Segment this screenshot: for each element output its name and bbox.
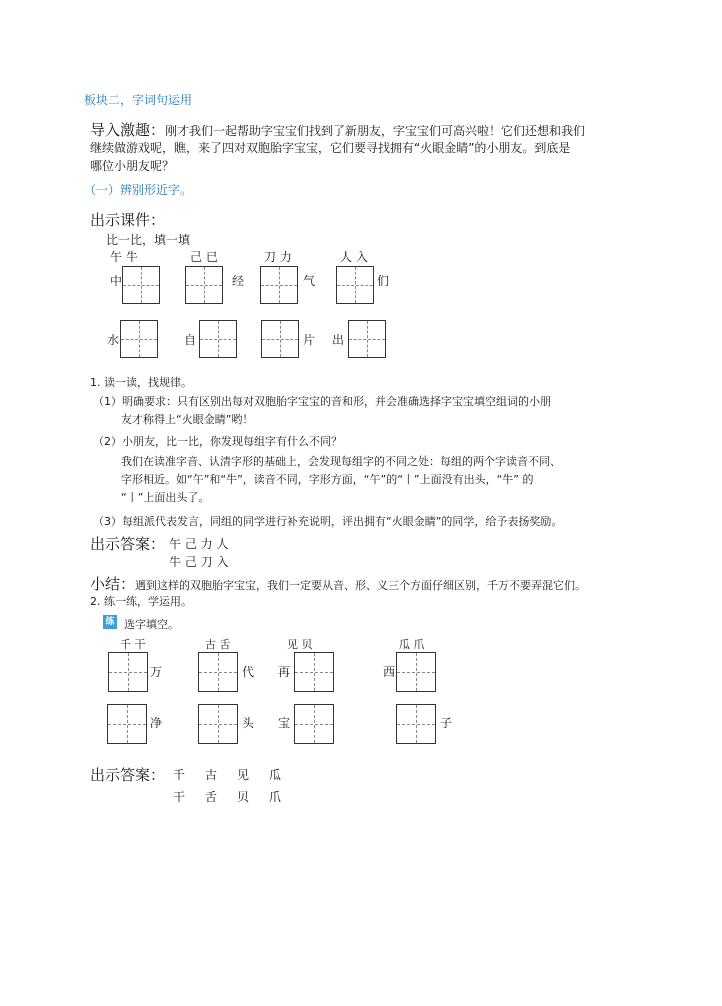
grid1-char: 气 bbox=[303, 274, 316, 288]
item2-line4: “丨”上面出头了。 bbox=[121, 491, 210, 504]
writing-box[interactable] bbox=[260, 266, 298, 304]
step1: 1. 读一读，找规律。 bbox=[90, 376, 192, 389]
item1-line2: 友才称得上“火眼金睛”哟！ bbox=[121, 413, 254, 426]
answer1-label: 出示答案： bbox=[90, 535, 166, 553]
part1-title: （一）辨别形近字。 bbox=[84, 183, 193, 197]
pair2-1: 千 干 bbox=[120, 638, 146, 651]
writing-box[interactable] bbox=[198, 652, 238, 692]
pair2-3: 见 贝 bbox=[287, 638, 313, 651]
summary bbox=[90, 573, 586, 594]
answer2-char: 舌 bbox=[205, 790, 218, 804]
item2-line3: 字形相近。如“午”和“牛”，读音不同，字形方面，“午”的“丨”上面没有出头，“牛” 的 bbox=[121, 473, 534, 486]
writing-box[interactable] bbox=[396, 704, 436, 744]
intro-label: 导入激趣： bbox=[90, 121, 166, 139]
pair2-4: 瓜 爪 bbox=[399, 638, 425, 651]
item2-line1: （2）小朋友，比一比，你发现每组字有什么不同？ bbox=[93, 435, 342, 448]
writing-box[interactable] bbox=[198, 704, 238, 744]
intro-line3: 哪位小朋友呢？ bbox=[90, 159, 175, 173]
summary-label: 小结： bbox=[90, 575, 136, 593]
summary-text: 遇到这样的双胞胎字宝宝，我们一定要从音、形、义三个方面仔细区别，千万不要弄混它们。 bbox=[135, 579, 587, 592]
grid1-char: 中 bbox=[110, 274, 123, 288]
pair-3: 刀 力 bbox=[264, 250, 292, 264]
grid1-char: 自 bbox=[184, 333, 197, 347]
grid2-char: 万 bbox=[150, 665, 163, 679]
grid2-char: 子 bbox=[440, 716, 453, 730]
answer2-char: 千 bbox=[173, 768, 186, 782]
answer1-row1: 午 己 力 人 bbox=[169, 537, 229, 551]
grid1-char: 水 bbox=[107, 333, 120, 347]
exercise-icon: 练 bbox=[103, 615, 117, 629]
pair-2: 己 已 bbox=[190, 250, 218, 264]
writing-box[interactable] bbox=[294, 652, 334, 692]
answer1-row2: 牛 己 刀 入 bbox=[169, 555, 229, 569]
answer2-char: 干 bbox=[173, 790, 186, 804]
writing-box[interactable] bbox=[107, 704, 147, 744]
writing-box[interactable] bbox=[199, 320, 237, 358]
grid2-char: 宝 bbox=[278, 716, 291, 730]
item3: （3）每组派代表发言，同组的同学进行补充说明，评出拥有“火眼金睛”的同学，给予表扬奖励。 bbox=[93, 515, 563, 528]
answer2-char: 爪 bbox=[269, 790, 282, 804]
intro-line2: 继续做游戏呢，瞧，来了四对双胞胎字宝宝，它们要寻找拥有“火眼金睛”的小朋友。到底是 bbox=[90, 141, 571, 155]
item2-line2: 我们在读准字音、认清字形的基础上，会发现每组字的不同之处：每组的两个字读音不同、 bbox=[121, 455, 561, 468]
item1-line1: （1）明确要求：只有区别出每对双胞胎字宝宝的音和形，并会准确选择字宝宝填空组词的小朋 bbox=[93, 395, 551, 408]
compare-title: 比一比，填一填 bbox=[106, 233, 191, 247]
grid1-char: 经 bbox=[232, 274, 245, 288]
writing-box[interactable] bbox=[108, 652, 148, 692]
writing-box[interactable] bbox=[122, 266, 160, 304]
grid2-char: 代 bbox=[242, 665, 255, 679]
writing-box[interactable] bbox=[336, 266, 374, 304]
writing-box[interactable] bbox=[348, 320, 386, 358]
pair-1: 午 牛 bbox=[110, 250, 138, 264]
writing-box[interactable] bbox=[261, 320, 299, 358]
exercise-title: 选字填空。 bbox=[124, 618, 179, 631]
answer2-char: 瓜 bbox=[269, 768, 282, 782]
answer2-label: 出示答案： bbox=[90, 766, 166, 784]
answer2-char: 贝 bbox=[237, 790, 250, 804]
intro-line1: 刚才我们一起帮助字宝宝们找到了新朋友，字宝宝们可高兴啦！它们还想和我们 bbox=[165, 124, 586, 138]
section-title: 板块二，字词句运用 bbox=[84, 93, 193, 107]
courseware-label: 出示课件： bbox=[90, 211, 166, 229]
grid2-char: 再 bbox=[278, 665, 291, 679]
grid1-char: 们 bbox=[377, 274, 390, 288]
grid1-char: 出 bbox=[332, 333, 345, 347]
grid2-char: 头 bbox=[242, 716, 255, 730]
pair2-2: 古 舌 bbox=[205, 638, 231, 651]
grid1-char: 片 bbox=[303, 333, 316, 347]
answer2-char: 见 bbox=[237, 768, 250, 782]
answer2-char: 古 bbox=[205, 768, 218, 782]
writing-box[interactable] bbox=[396, 652, 436, 692]
grid2-char: 净 bbox=[150, 716, 163, 730]
writing-box[interactable] bbox=[120, 320, 158, 358]
writing-box[interactable] bbox=[185, 266, 223, 304]
writing-box[interactable] bbox=[294, 704, 334, 744]
intro-paragraph bbox=[90, 119, 585, 140]
pair-4: 人 入 bbox=[340, 250, 368, 264]
grid2-char: 西 bbox=[383, 665, 396, 679]
step2: 2. 练一练，学运用。 bbox=[90, 595, 192, 608]
